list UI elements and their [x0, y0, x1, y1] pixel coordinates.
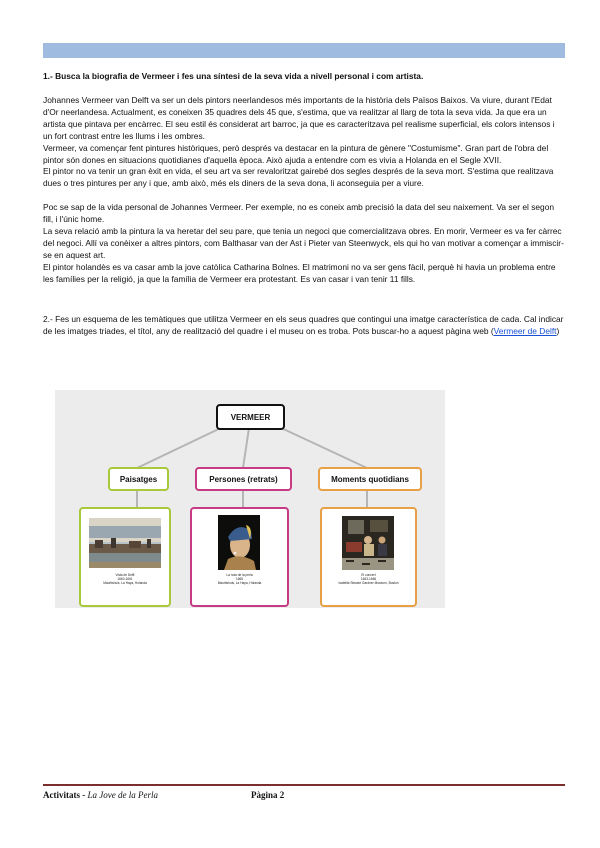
- bio-paragraph: El pintor holandès es va casar amb la jove catòlica Catharina Bolnes. El matrimoni no va ser gens fàcil, perquè hi havia un problema entre les famílies per la religió, ja que la família de Vermeer era protestant. Es van casar i van tenir 11 fills.: [43, 261, 556, 284]
- card-portrait: [190, 507, 289, 607]
- footer-title: La Jove de la Perla: [87, 790, 158, 800]
- footer-divider: [43, 784, 565, 786]
- bio-spacer: [43, 190, 565, 202]
- view-of-delft-image: [89, 518, 161, 568]
- bio-paragraph: Johannes Vermeer van Delft va ser un dels pintors neerlandesos més importants de la història dels Països Baixos. Va viure, durant l'Edat d'Or neerlandesa. Actualment, es coneixen 35 quadres dels 45 que, s'estima, que va realitzar al llarg de tota la seva vida. Ja que era un artista que pintava per encàrrec. El seu estil és considerat art barroc, ja que es caracteritzava pel realisme superficial, els colors intensos i un fort contrast entre les llums i les ombres.: [43, 95, 555, 141]
- bio-paragraph: Vermeer, va començar fent pintures històriques, però després va destacar en la pintura de gènere "Costumisme". Gran part de l'obra del pintor són dones en situacions quotidianes d'aquella època. Això ajuda a entendre com es vivia a Holanda en el Segle XVII.: [43, 142, 549, 165]
- caption-title: La noia de la perla: [226, 573, 253, 577]
- bio-paragraph: El pintor no va tenir un gran èxit en vida, el seu art va ser revaloritzat gairebé dos segles després de la seva mort. S'estima que realitzava dues o tres pintures per any i que, amb això, més els diners de la seva dona, li aconseguia per a viure.: [43, 166, 554, 189]
- the-concert-image: [342, 516, 394, 570]
- caption-title: El concert: [361, 573, 376, 577]
- category-landscapes: Paisatges: [108, 467, 169, 491]
- caption-landscape: [85, 573, 165, 586]
- question-2-text: 2.- Fes un esquema de les temàtiques que utilitza Vermeer en els seus quadres que contingui una imatge característica de cada. Cal indicar de les imatges triades, el títol, any de realització del quadre i el museu on es troba. Pots buscar-ho a aquest pàgina web (: [43, 314, 564, 336]
- caption-museum: Isabella Stewart Gardner Museum, Boston: [338, 581, 399, 586]
- girl-with-pearl-earring-image: [218, 515, 260, 570]
- caption-portrait: [196, 573, 283, 586]
- caption-title: Vista de Delft: [115, 573, 135, 577]
- bio-paragraph: La seva relació amb la pintura la va heretar del seu pare, que tenia un negoci que comercialitzava obres. En morir, Vermeer es va fer càrrec del negoci. Allí va conèixer a altres pintors, com Balthasar van der Ast i Pieter van Steenwyck, els qui ho van motivar a començar a immiscir-se en aquest art.: [43, 225, 564, 260]
- page-number: Pàgina 2: [251, 790, 285, 800]
- question-2-end: ): [556, 325, 560, 336]
- biography-text: [43, 95, 565, 285]
- card-daily-moments: [320, 507, 417, 607]
- footer-label: [43, 790, 158, 800]
- category-portraits: Persones (retrats): [195, 467, 292, 491]
- question-2: [43, 314, 565, 338]
- vermeer-link[interactable]: Vermeer de Delft: [493, 325, 557, 336]
- bio-paragraph: Poc se sap de la vida personal de Johannes Vermeer. Per exemple, no es coneix amb precisió la data del seu naixement. Va ser el segon fill, i l'únic home.: [43, 202, 555, 225]
- caption-year: 1660-1661: [117, 577, 133, 582]
- caption-daily: [326, 573, 411, 586]
- caption-year: 1663-1666: [360, 577, 377, 582]
- vermeer-scheme: [55, 390, 445, 608]
- caption-museum: Mauritshuis, La Haya, Holanda: [217, 581, 262, 586]
- caption-museum: Mauritshuis, La Haya, Holanda: [103, 581, 147, 586]
- card-landscape: [79, 507, 171, 607]
- caption-year: 1665: [235, 577, 244, 582]
- category-daily-moments: Moments quotidians: [318, 467, 422, 491]
- footer-activities: Activitats -: [43, 790, 88, 800]
- header-band: [43, 43, 565, 58]
- scheme-root: VERMEER: [216, 404, 285, 430]
- question-1: 1.- Busca la biografia de Vermeer i fes una síntesi de la seva vida a nivell personal i com artista.: [43, 71, 424, 81]
